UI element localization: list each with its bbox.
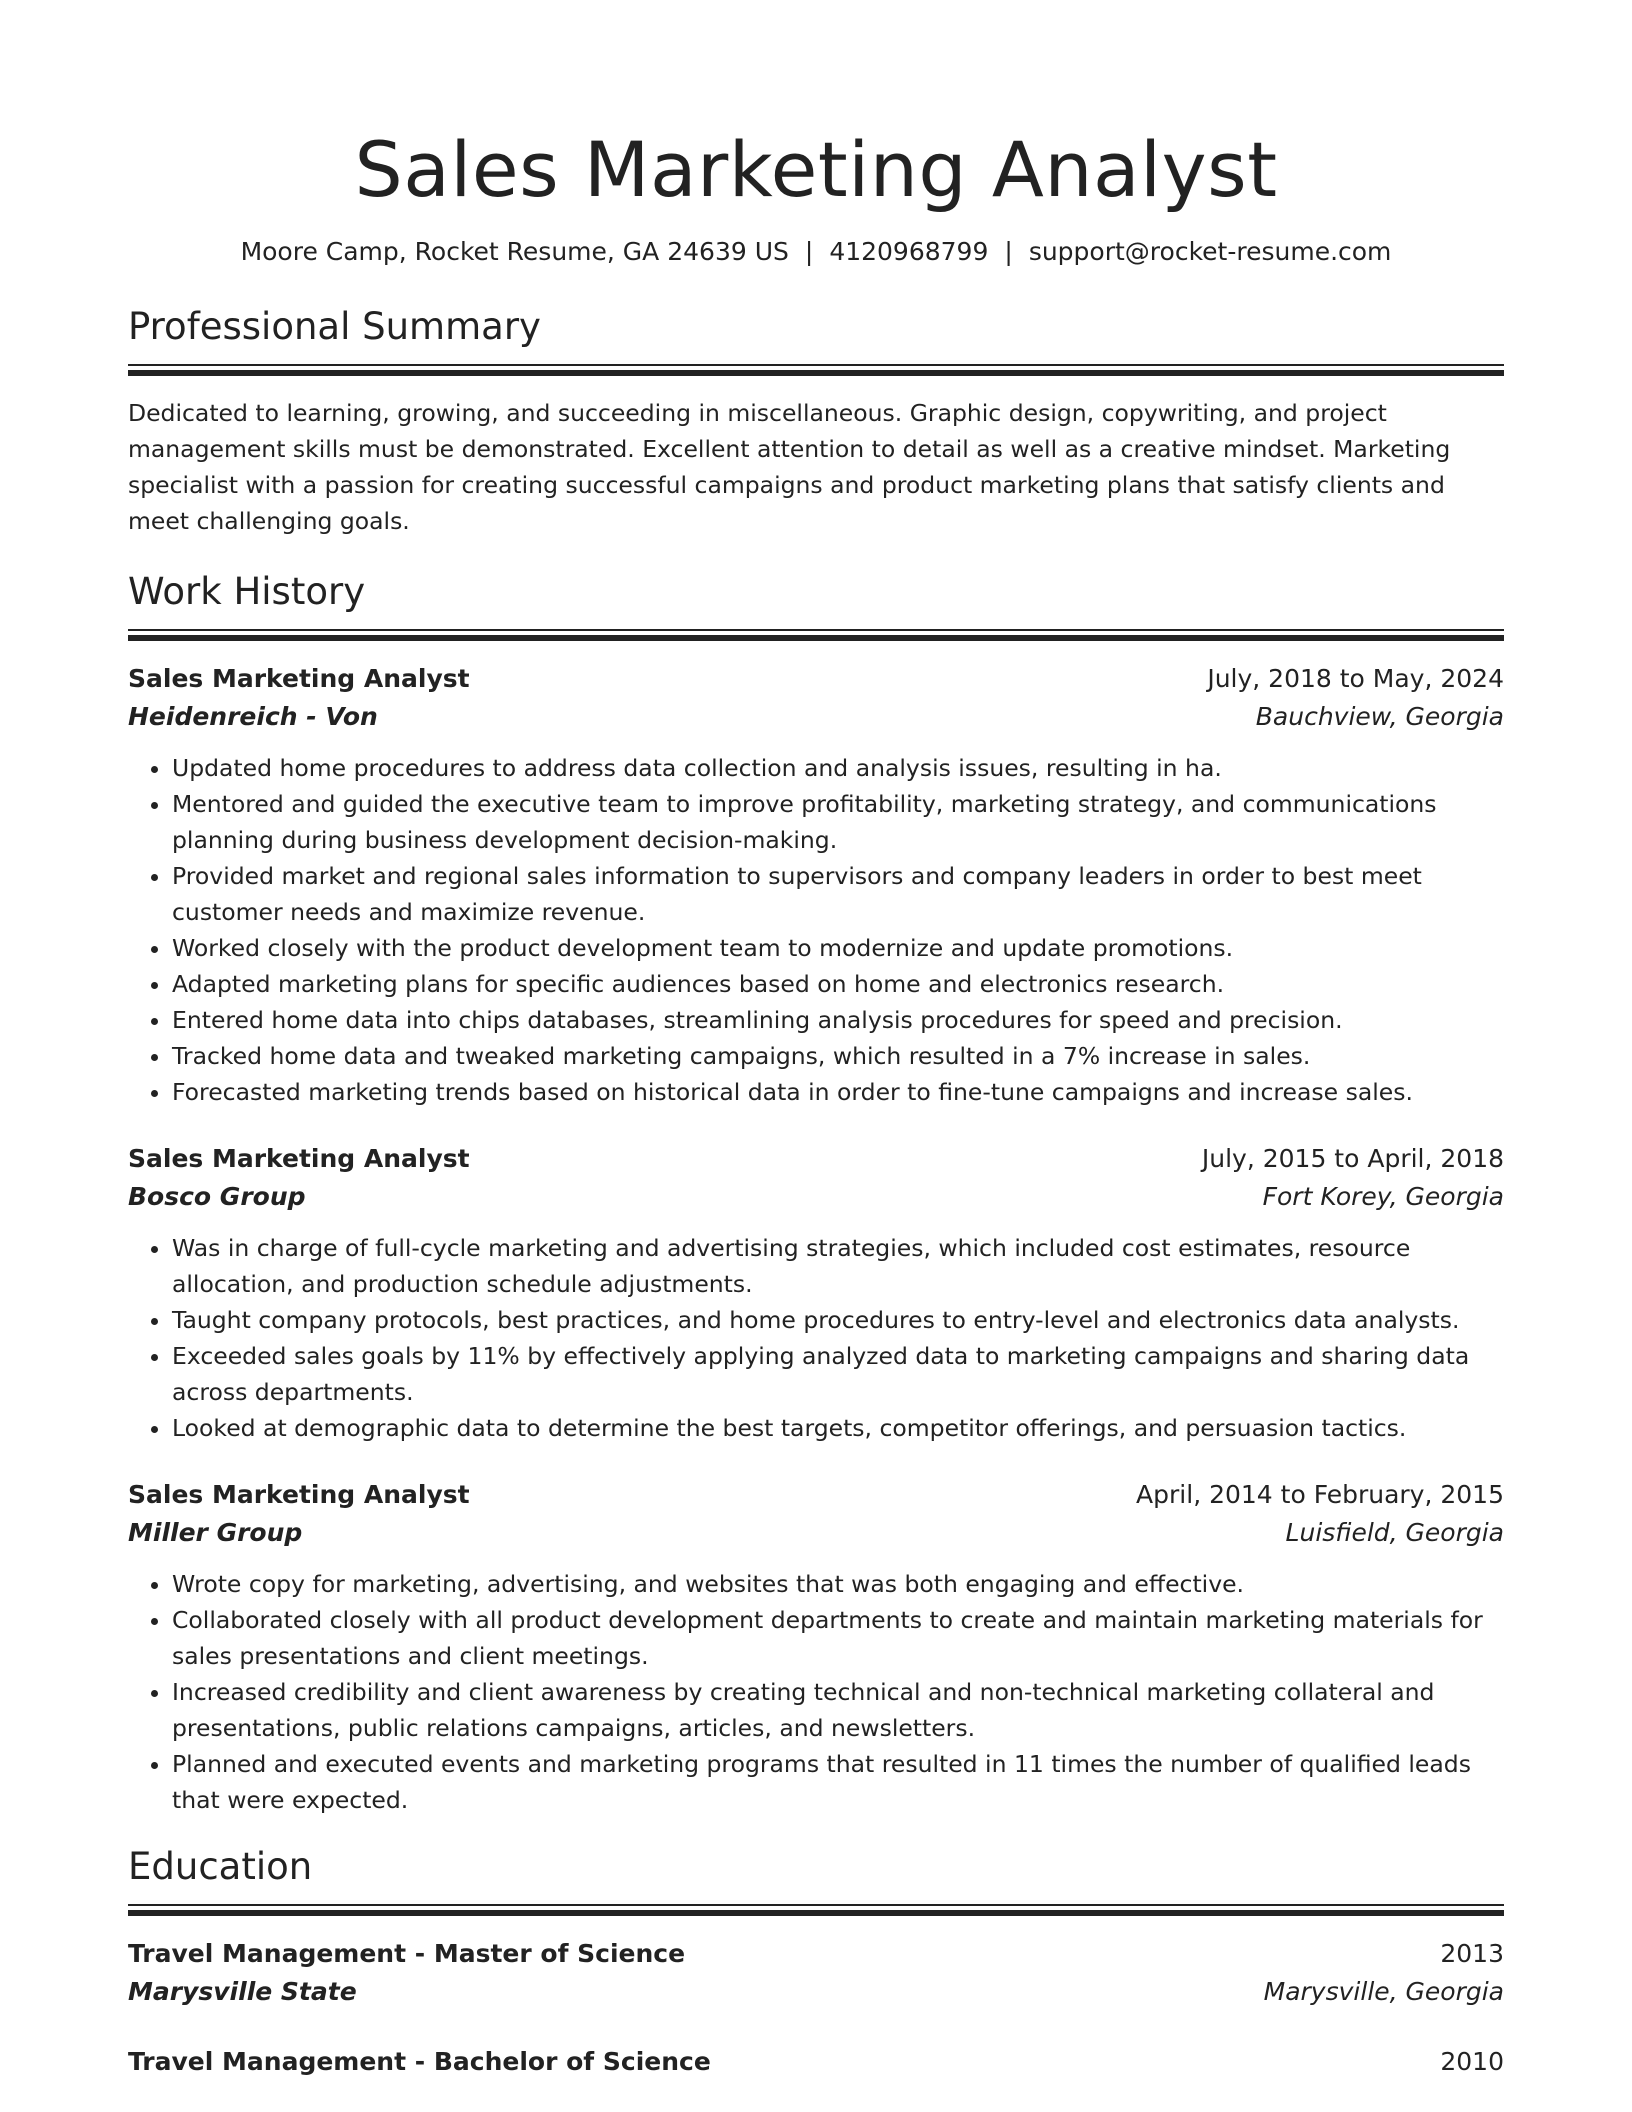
job-company: Heidenreich - Von: [128, 702, 378, 731]
job-bullet: • Wrote copy for marketing, advertising, and websites that was both engaging and effective.: [172, 1566, 1504, 1602]
section-title-work: Work History: [128, 570, 366, 613]
job-entry: [128, 1140, 1504, 1446]
job-bullet: • Planned and executed events and marketing programs that resulted in 11 times the number of qualified leads that were expected.: [172, 1746, 1504, 1818]
job-dates: July, 2015 to April, 2018: [1201, 1144, 1504, 1173]
job-bullet: • Tracked home data and tweaked marketing campaigns, which resulted in a 7% increase in sales.: [172, 1038, 1504, 1074]
job-entry: [128, 1476, 1504, 1818]
job-company: Bosco Group: [128, 1182, 306, 1211]
job-header: [128, 660, 1504, 698]
job-subheader: [128, 698, 1504, 736]
education-year: 2013: [1440, 1939, 1504, 1968]
contact-phone: 4120968799: [829, 237, 989, 266]
section-title-education: Education: [128, 1845, 313, 1888]
contact-separator: |: [1004, 237, 1013, 266]
education-subheader: [128, 1973, 1504, 2011]
job-subheader: [128, 1514, 1504, 1552]
section-title-summary: Professional Summary: [128, 305, 541, 348]
work-history-section: [128, 569, 1504, 1818]
job-location: Luisfield, Georgia: [1285, 1518, 1504, 1547]
job-bullets: [128, 750, 1504, 1110]
job-header: [128, 1476, 1504, 1514]
job-bullet: • Worked closely with the product development team to modernize and update promotions.: [172, 930, 1504, 966]
job-bullet: • Exceeded sales goals by 11% by effectively applying analyzed data to marketing campaigns and sharing data across departments.: [172, 1338, 1504, 1410]
education-header: [128, 2043, 1504, 2081]
job-company: Miller Group: [128, 1518, 303, 1547]
job-bullet: • Taught company protocols, best practices, and home procedures to entry-level and electronics data analysts.: [172, 1302, 1504, 1338]
education-header: [128, 1935, 1504, 1973]
job-bullet: • Provided market and regional sales information to supervisors and company leaders in order to best meet customer needs and maximize revenue.: [172, 858, 1504, 930]
job-bullet: • Entered home data into chips databases, streamlining analysis procedures for speed and precision.: [172, 1002, 1504, 1038]
education-degree: Travel Management - Bachelor of Science: [128, 2047, 711, 2076]
contact-line: [128, 236, 1504, 268]
job-location: Bauchview, Georgia: [1255, 702, 1504, 731]
job-bullets: [128, 1566, 1504, 1818]
section-divider: [128, 1904, 1504, 1915]
section-divider: [128, 629, 1504, 640]
education-entry: [128, 2043, 1504, 2081]
resume-name: Sales Marketing Analyst: [354, 125, 1278, 214]
job-bullet: • Adapted marketing plans for specific audiences based on home and electronics research.: [172, 966, 1504, 1002]
education-year: 2010: [1440, 2047, 1504, 2076]
education-section: [128, 1844, 1504, 2081]
job-bullet: • Looked at demographic data to determine the best targets, competitor offerings, and persuasion tactics.: [172, 1410, 1504, 1446]
education-entry: [128, 1935, 1504, 2011]
job-dates: April, 2014 to February, 2015: [1136, 1480, 1504, 1509]
education-school: Marysville State: [128, 1977, 357, 2006]
summary-section: [128, 304, 1504, 539]
job-bullet: • Forecasted marketing trends based on historical data in order to fine-tune campaigns and increase sales.: [172, 1074, 1504, 1110]
education-degree: Travel Management - Master of Science: [128, 1939, 686, 1968]
job-location: Fort Korey, Georgia: [1262, 1182, 1504, 1211]
contact-address: Moore Camp, Rocket Resume, GA 24639 US: [240, 237, 789, 266]
summary-text: Dedicated to learning, growing, and succeeding in miscellaneous. Graphic design, copywriting, and project management skills must be demonstrated. Excellent attention to detail as well as a creative mindset. Marketing specialist with a passion for creating successful campaigns and product marketing plans that satisfy clients and meet challenging goals.: [128, 399, 1451, 535]
job-title: Sales Marketing Analyst: [128, 1144, 470, 1173]
job-title: Sales Marketing Analyst: [128, 1480, 470, 1509]
job-bullet: • Mentored and guided the executive team to improve profitability, marketing strategy, and communications planning during business development decision-making.: [172, 786, 1504, 858]
contact-email: support@rocket-resume.com: [1028, 237, 1392, 266]
section-divider: [128, 364, 1504, 375]
job-entry: [128, 660, 1504, 1110]
job-bullets: [128, 1230, 1504, 1446]
job-bullet: • Was in charge of full-cycle marketing and advertising strategies, which included cost estimates, resource allocation, and production schedule adjustments.: [172, 1230, 1504, 1302]
resume-page: [128, 0, 1504, 2081]
job-subheader: [128, 1178, 1504, 1216]
job-bullet: • Collaborated closely with all product development departments to create and maintain marketing materials for sales presentations and client meetings.: [172, 1602, 1504, 1674]
job-dates: July, 2018 to May, 2024: [1207, 664, 1504, 693]
job-bullet: • Updated home procedures to address data collection and analysis issues, resulting in ha.: [172, 750, 1504, 786]
contact-separator: |: [804, 237, 814, 266]
job-bullet: • Increased credibility and client awareness by creating technical and non-technical marketing collateral and presentations, public relations campaigns, articles, and newsletters.: [172, 1674, 1504, 1746]
job-title: Sales Marketing Analyst: [128, 664, 470, 693]
job-header: [128, 1140, 1504, 1178]
education-location: Marysville, Georgia: [1263, 1977, 1504, 2006]
